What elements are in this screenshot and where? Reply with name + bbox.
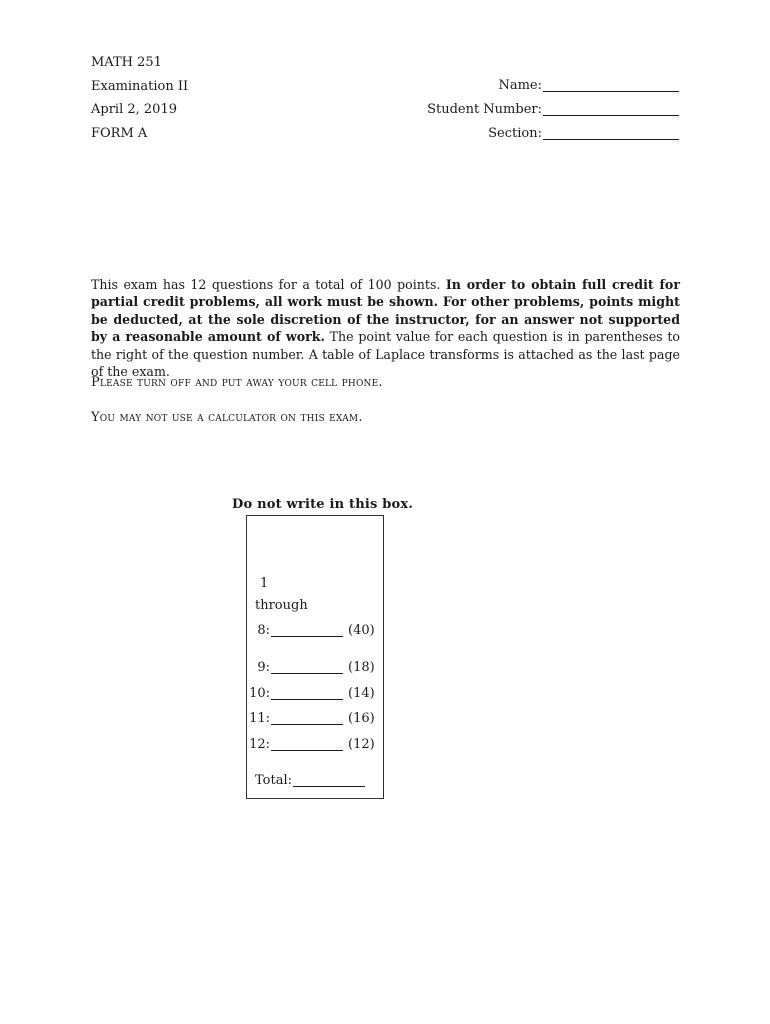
exam-title: Examination II (91, 79, 189, 94)
exam-date: April 2, 2019 (91, 102, 177, 117)
name-blank[interactable] (543, 80, 679, 92)
score-row-9[interactable] (244, 661, 375, 674)
calculator-notice: You may not use a calculator on this exam. (91, 410, 363, 425)
name-field[interactable] (498, 79, 679, 92)
student-number-blank[interactable] (543, 104, 679, 116)
section-field[interactable] (488, 127, 679, 140)
score-box (246, 515, 384, 799)
student-number-label: Student Number: (427, 102, 542, 117)
score-row-11[interactable] (244, 712, 375, 725)
score-row-points: (18) (348, 660, 375, 675)
score-row-label: 12: (249, 737, 270, 752)
score-blank[interactable] (271, 688, 343, 700)
score-row-12[interactable] (244, 738, 375, 751)
name-label: Name: (498, 78, 542, 93)
range-word: through (255, 598, 308, 613)
score-row-8[interactable] (244, 624, 375, 637)
score-row-label: 10: (249, 686, 270, 701)
phone-notice: Please turn off and put away your cell phone. (91, 375, 383, 390)
score-row-points: (16) (348, 711, 375, 726)
total-row[interactable] (255, 774, 365, 787)
course-name: MATH 251 (91, 55, 162, 70)
score-blank[interactable] (271, 625, 343, 637)
total-label: Total: (255, 773, 293, 788)
score-row-label: 8: (257, 623, 270, 638)
score-blank[interactable] (271, 662, 343, 674)
instructions-intro: This exam has 12 questions for a total of 100 points. (91, 277, 441, 292)
range-start: 1 (260, 576, 269, 591)
student-number-field[interactable] (427, 103, 679, 116)
exam-form: FORM A (91, 126, 148, 141)
instructions-bold: In order to obtain full credit for partial credit problems, all work must be shown. For other problems, points might be deducted, at the sole discretion of the instructor, for an answer not supported by a reasonable amount of work. (91, 277, 680, 345)
score-box-title: Do not write in this box. (232, 497, 414, 512)
total-blank[interactable] (293, 775, 365, 787)
instructions-rest: The point value for each question is in parentheses to the right of the question number. A table of Laplace transforms is attached as the last page of the exam. (91, 329, 680, 380)
score-row-points: (12) (348, 737, 375, 752)
score-row-points: (40) (348, 623, 375, 638)
score-row-label: 11: (249, 711, 270, 726)
section-label: Section: (488, 126, 542, 141)
score-blank[interactable] (271, 713, 343, 725)
score-blank[interactable] (271, 739, 343, 751)
score-row-points: (14) (348, 686, 375, 701)
score-row-label: 9: (257, 660, 270, 675)
score-row-10[interactable] (244, 687, 375, 700)
instructions-paragraph (91, 276, 680, 380)
section-blank[interactable] (543, 128, 679, 140)
